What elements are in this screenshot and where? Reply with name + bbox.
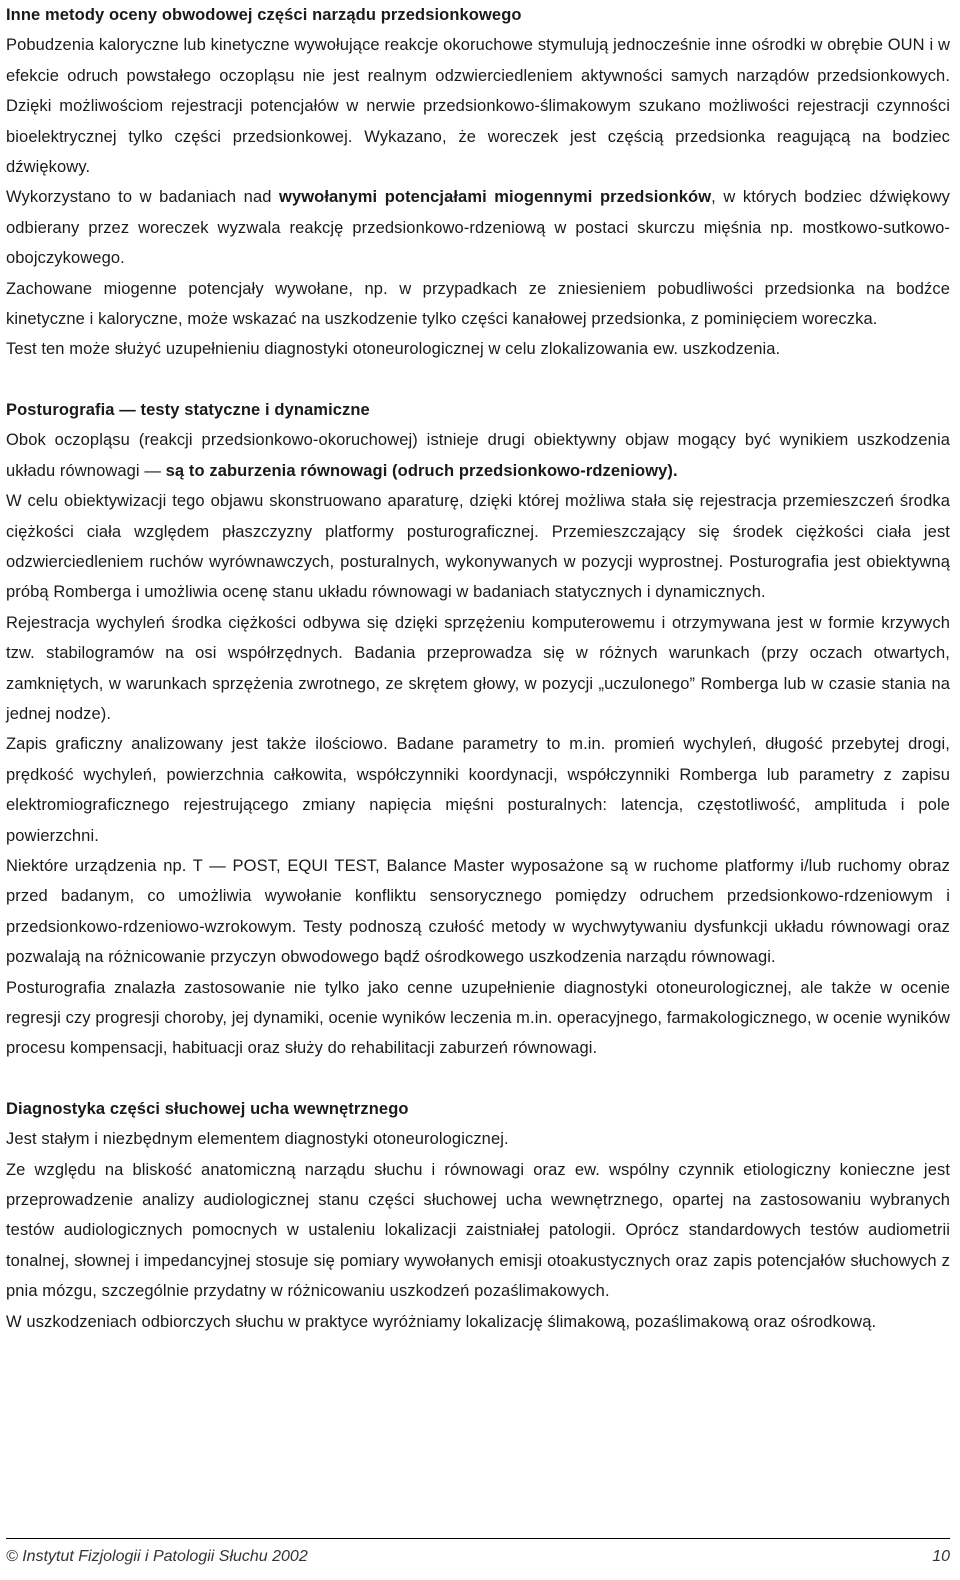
copyright-notice: © Instytut Fizjologii i Patologii Słuchu 2002 bbox=[6, 1548, 308, 1565]
section-heading-posturography: Posturografia — testy statyczne i dynamiczne bbox=[6, 400, 370, 419]
page-footer bbox=[6, 1538, 950, 1575]
emphasis-text: wywołanymi potencjałami miogennymi przedsionków bbox=[279, 188, 712, 207]
paragraph: W celu obiektywizacji tego objawu skonstruowano aparaturę, dzięki której możliwa stała się rejestracja przemieszczeń środka ciężkości ciała względem płaszczyzny platformy posturograficznej. Przemieszczający się środek ciężkości ciała jest odzwierciedleniem ruchów wyrównawczych, posturalnych, wykonywanych w pozycji wyprostnej. Posturografia jest obiektywną próbą Romberga i umożliwia ocenę stanu układu równowagi w badaniach statycznych i dynamicznych. bbox=[6, 492, 950, 602]
paragraph: Zapis graficzny analizowany jest także ilościowo. Badane parametry to m.in. promień wychyleń, długość przebytej drogi, prędkość wychyleń, powierzchnia całkowita, współczynniki koordynacji, współczynniki Romberga lub parametry z zapisu elektromiograficznego rejestrującego zmiany napięcia mięśni posturalnych: latencja, częstotliwość, amplituda i pole powierzchni. bbox=[6, 735, 950, 845]
paragraph-text: Wykorzystano to w badaniach nad bbox=[6, 188, 280, 207]
section-heading-vestibular-methods: Inne metody oceny obwodowej części narządu przedsionkowego bbox=[6, 6, 522, 24]
paragraph: Rejestracja wychyleń środka ciężkości odbywa się dzięki sprzężeniu komputerowemu i otrzymywana jest w formie krzywych tzw. stabilogramów na osi współrzędnych. Badania przeprowadza się w różnych warunkach (przy oczach otwartych, zamkniętych, w warunkach sprzężenia zwrotnego, ze skrętem głowy, w pozycji „uczulonego” Romberga lub w czasie stania na jednej nodze). bbox=[6, 613, 950, 723]
paragraph: Niektóre urządzenia np. T — POST, EQUI TEST, Balance Master wyposażone są w ruchome platformy i/lub ruchomy obraz przed badanym, co umożliwia wywołanie konfliktu sensorycznego pomiędzy odruchem przedsionkowo-rdzeniowym i przedsionkowo-rdzeniowo-wzrokowym. Testy podnoszą czułość metody w wychwytywaniu dysfunkcji układu równowagi oraz pozwalają na różnicowanie przyczyn obwodowego bądź ośrodkowego uszkodzenia narządu równowagi. bbox=[6, 856, 950, 967]
paragraph-text: , w których bodziec dźwiękowy odbierany przez woreczek wyzwala reakcję przedsionkowo-rdzeniową w postaci skurczu mięśnia np. mostkowo-sutkowo-obojczykowego. bbox=[6, 188, 950, 268]
paragraph: Posturografia znalazła zastosowanie nie tylko jako cenne uzupełnienie diagnostyki otoneurologicznej, ale także w ocenie regresji czy progresji choroby, jej dynamiki, ocenie wyników leczenia m.in. operacyjnego, farmakologicznego, w ocenie wyników procesu kompensacji, habituacji oraz służy do rehabilitacji zaburzeń równowagi. bbox=[6, 978, 950, 1058]
document-page bbox=[6, 0, 950, 1337]
paragraph-with-emphasis bbox=[6, 182, 950, 273]
section-heading-hearing-diagnostics: Diagnostyka części słuchowej ucha wewnętrznego bbox=[6, 1099, 409, 1118]
paragraph: Pobudzenia kaloryczne lub kinetyczne wywołujące reakcje okoruchowe stymulują jednocześnie inne ośrodki w obrębie OUN i w efekcie odruch powstałego oczopląsu nie jest realnym odzwierciedleniem aktywności samych narządów przedsionkowych. Dzięki możliwościom rejestracji potencjałów w nerwie przedsionkowo-ślimakowym szukano możliwości rejestracji czynności bioelektrycznej tylko części przedsionkowej. Wykazano, że woreczek jest częścią przedsionka reagującą na bodziec dźwiękowy. bbox=[6, 36, 950, 177]
section-spacer bbox=[6, 365, 950, 395]
paragraph-with-emphasis bbox=[6, 425, 950, 486]
paragraph: Test ten może służyć uzupełnieniu diagnostyki otoneurologicznej w celu zlokalizowania ew. uszkodzenia. bbox=[6, 340, 781, 359]
paragraph: W uszkodzeniach odbiorczych słuchu w praktyce wyróżniamy lokalizację ślimakową, pozaślimakową oraz ośrodkową. bbox=[6, 1312, 877, 1331]
section-spacer bbox=[6, 1064, 950, 1094]
paragraph: Jest stałym i niezbędnym elementem diagnostyki otoneurologicznej. bbox=[6, 1130, 509, 1149]
paragraph-text: Obok oczopląsu (reakcji przedsionkowo-okoruchowej) istnieje drugi obiektywny objaw mogący być wynikiem uszkodzenia układu równowagi — bbox=[6, 431, 950, 480]
paragraph: Ze względu na bliskość anatomiczną narządu słuchu i równowagi oraz ew. wspólny czynnik etiologiczny konieczne jest przeprowadzenie analizy audiologicznej stanu części słuchowej ucha wewnętrznego, opartej na zastosowaniu wybranych testów audiologicznych pomocnych w ustaleniu lokalizacji zaistniałej patologii. Oprócz standardowych testów audiometrii tonalnej, słownej i impedancyjnej stosuje się pomiary wywołanych emisji otoakustycznych oraz zapis potencjałów słuchowych z pnia mózgu, szczególnie przydatny w różnicowaniu uszkodzeń pozaślimakowych. bbox=[6, 1160, 950, 1301]
paragraph: Zachowane miogenne potencjały wywołane, np. w przypadkach ze zniesieniem pobudliwości przedsionka na bodźce kinetyczne i kaloryczne, może wskazać na uszkodzenie tylko części kanałowej przedsionka, z pominięciem woreczka. bbox=[6, 279, 950, 329]
page-number: 10 bbox=[932, 1548, 950, 1565]
emphasis-text: są to zaburzenia równowagi (odruch przedsionkowo-rdzeniowy). bbox=[165, 461, 678, 480]
